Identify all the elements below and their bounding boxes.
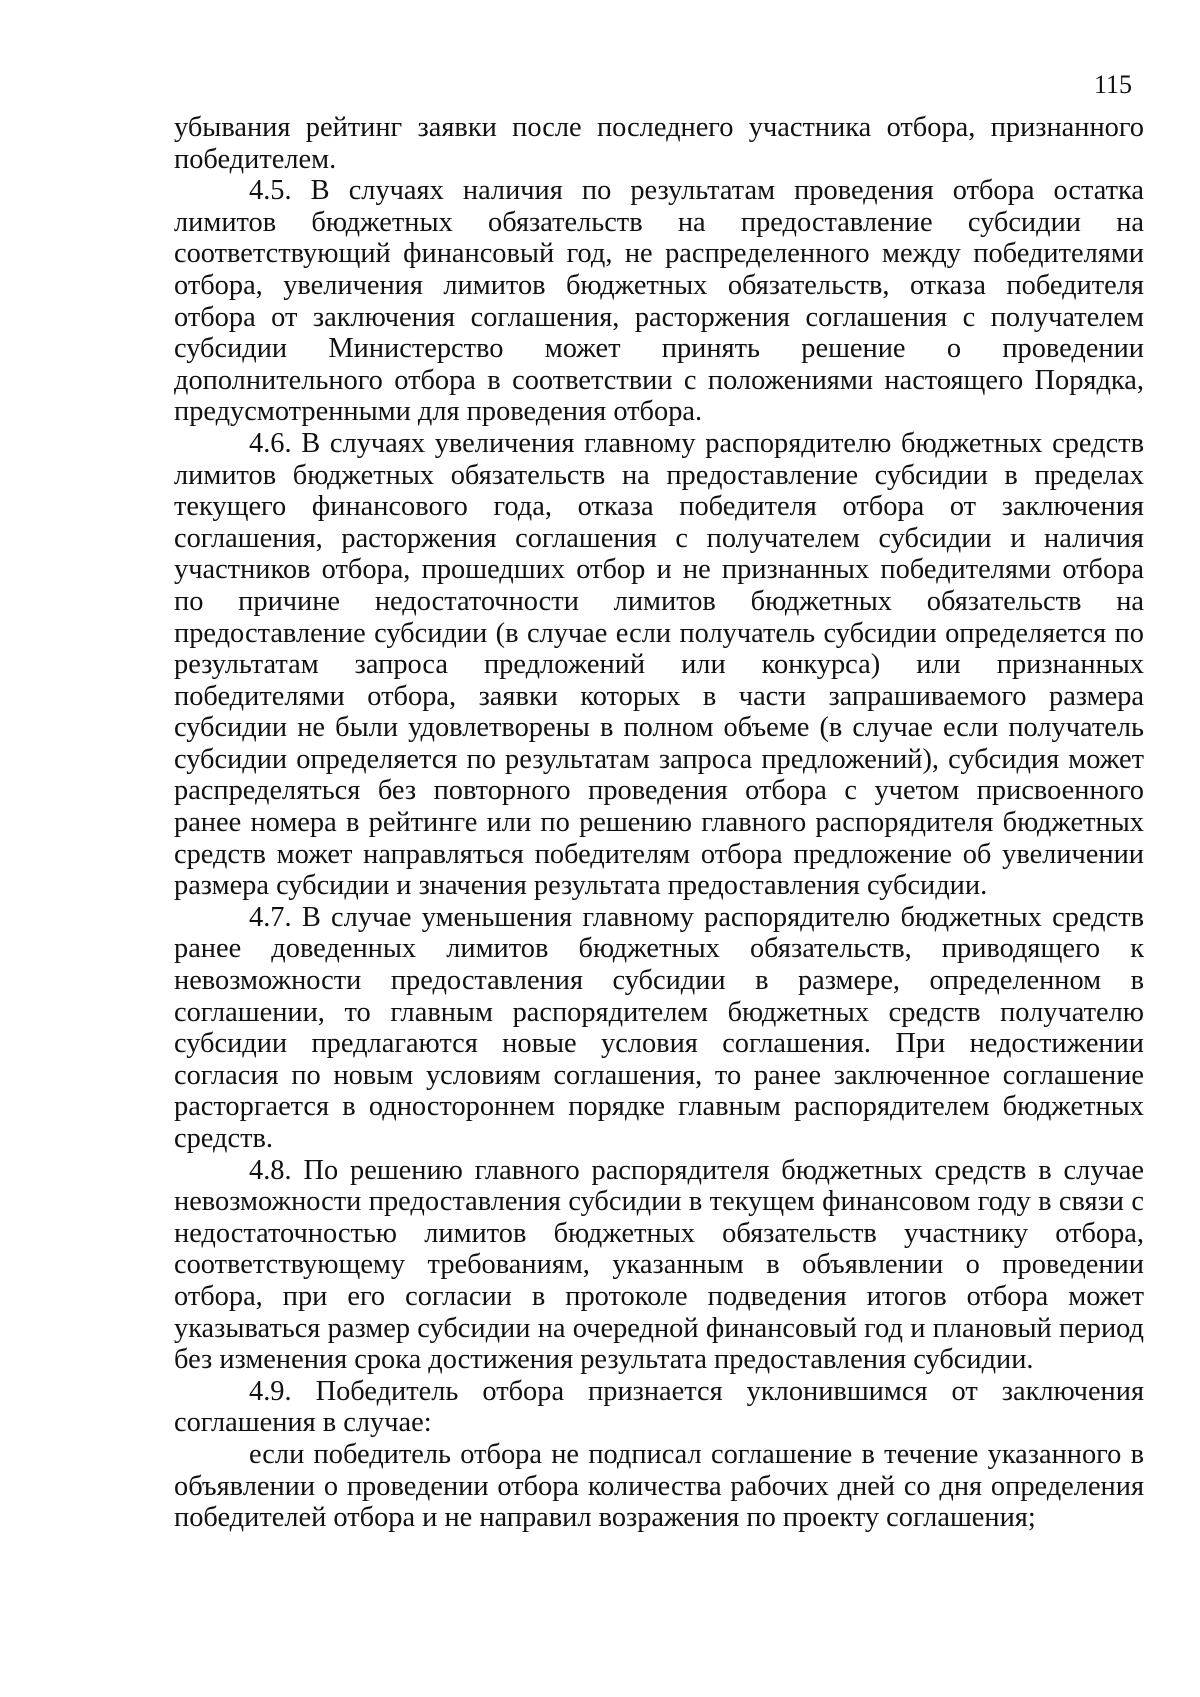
paragraph-4-5: 4.5. В случаях наличия по результатам проведения отбора остатка лимитов бюджетных обязательств на предоставление субсидии на соответствующий финансовый год, не распределенного между победителями отбора, увеличения лимитов бюджетных обязательств, отказа победителя отбора от заключения соглашения, расторжения соглашения с получателем субсидии Министерство может принять решение о проведении дополнительного отбора в соответствии с положениями настоящего Порядка, предусмотренными для проведения отбора. bbox=[174, 175, 1144, 428]
paragraph-4-6: 4.6. В случаях увеличения главному распорядителю бюджетных средств лимитов бюджетных обязательств на предоставление субсидии в пределах текущего финансового года, отказа победителя отбора от заключения соглашения, расторжения соглашения с получателем субсидии и наличия участников отбора, прошедших отбор и не признанных победителями отбора по причине недостаточности лимитов бюджетных обязательств на предоставление субсидии (в случае если получатель субсидии определяется по результатам запроса предложений или конкурса) или признанных победителями отбора, заявки которых в части запрашиваемого размера субсидии не были удовлетворены в полном объеме (в случае если получатель субсидии определяется по результатам запроса предложений), субсидия может распределяться без повторного проведения отбора с учетом присвоенного ранее номера в рейтинге или по решению главного распорядителя бюджетных средств может направляться победителям отбора предложение об увеличении размера субсидии и значения результата предоставления субсидии. bbox=[174, 427, 1144, 902]
paragraph-continuation: убывания рейтинг заявки после последнего участника отбора, признанного победителем. bbox=[174, 112, 1144, 175]
paragraph-4-9: 4.9. Победитель отбора признается уклонившимся от заключения соглашения в случае: bbox=[174, 1375, 1144, 1439]
document-body bbox=[174, 112, 1144, 1534]
paragraph-4-8: 4.8. По решению главного распорядителя бюджетных средств в случае невозможности предоставления субсидии в текущем финансовом году в связи с недостаточностью лимитов бюджетных обязательств участнику отбора, соответствующему требованиям, указанным в объявлении о проведении отбора, при его согласии в протоколе подведения итогов отбора может указываться размер субсидии на очередной финансовый год и плановый период без изменения срока достижения результата предоставления субсидии. bbox=[174, 1154, 1144, 1376]
paragraph-4-7: 4.7. В случае уменьшения главному распорядителю бюджетных средств ранее доведенных лимитов бюджетных обязательств, приводящего к невозможности предоставления субсидии в размере, определенном в соглашении, то главным распорядителем бюджетных средств получателю субсидии предлагаются новые условия соглашения. При недостижении согласия по новым условиям соглашения, то ранее заключенное соглашение расторгается в одностороннем порядке главным распорядителем бюджетных средств. bbox=[174, 901, 1144, 1154]
page-number: 115 bbox=[1093, 70, 1132, 99]
paragraph-4-9-item: если победитель отбора не подписал соглашение в течение указанного в объявлении о проведении отбора количества рабочих дней со дня определения победителей отбора и не направил возражения по проекту соглашения; bbox=[174, 1438, 1144, 1534]
